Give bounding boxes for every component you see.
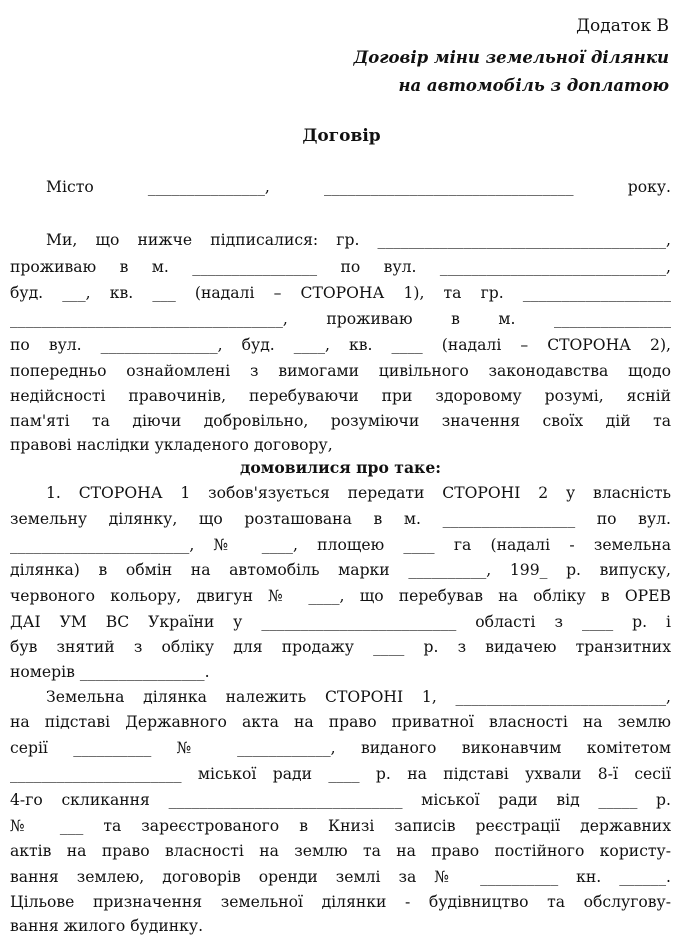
text-line: попередньо ознайомлені з вимогами цивільного законодавства щодо	[10, 362, 671, 380]
city-date-line: Місто _______________, ________________________________ року.	[46, 178, 671, 196]
text-line: ___________________________________, проживаю в м. _______________	[10, 310, 671, 328]
paragraph-line: Земельна ділянка належить СТОРОНІ 1, ___________________________,	[46, 688, 671, 706]
text-line: пам'яті та діючи добровільно, розуміючи значення своїх дій та	[10, 412, 671, 430]
text-line: проживаю в м. ________________ по вул. _____________________________,	[10, 258, 671, 276]
text-line: був знятий з обліку для продажу ____ р. з видачею транзитних	[10, 638, 671, 656]
appendix-label: Додаток В	[576, 16, 669, 36]
text-line: 4-го скликання ______________________________ міської ради від _____ р.	[10, 791, 671, 809]
document-subtitle-line-2: на автомобіль з доплатою	[398, 76, 669, 95]
text-line: земельну ділянку, що розташована в м. _________________ по вул.	[10, 510, 671, 528]
text-line: червоного кольору, двигун № ____, що перебував на обліку в ОРЕВ	[10, 587, 671, 605]
text-line: № ___ та зареєстрованого в Книзі записів реєстрації державних	[10, 817, 671, 835]
text-line: вання жилого будинку.	[10, 917, 204, 935]
text-line: на підставі Державного акта на право приватної власності на землю	[10, 713, 671, 731]
text-line: Ми, що нижче підписалися: гр. _____________________________________,	[46, 231, 671, 249]
clause-line: 1. СТОРОНА 1 зобов'язується передати СТОРОНІ 2 у власність	[46, 484, 671, 502]
text-line: вання землею, договорів оренди землі за № __________ кн. ______.	[10, 868, 671, 886]
text-line: ______________________ міської ради ____ р. на підставі ухвали 8-ї сесії	[10, 765, 671, 783]
text-line: буд. ___, кв. ___ (надалі – СТОРОНА 1), та гр. ___________________	[10, 284, 671, 302]
text-line: серії __________ № ____________, виданого виконавчим комітетом	[10, 739, 671, 757]
page-title: Договір	[302, 126, 381, 146]
text-line: по вул. _______________, буд. ____, кв. ____ (надалі – СТОРОНА 2),	[10, 336, 671, 354]
text-line: актів на право власності на землю та на право постійного користу-	[10, 842, 671, 860]
text-line: ДАІ УМ ВС України у _________________________ області з ____ р. і	[10, 613, 671, 631]
text-line: недійсності правочинів, перебуваючи при здоровому розумі, ясній	[10, 387, 671, 405]
text-line: _______________________, № ____, площею ____ га (надалі - земельна	[10, 536, 671, 554]
text-line: номерів ________________.	[10, 663, 210, 681]
text-line: Цільове призначення земельної ділянки - будівництво та обслугову-	[10, 893, 671, 911]
section-heading: домовилися про таке:	[240, 458, 441, 477]
text-line: правові наслідки укладеного договору,	[10, 436, 333, 454]
document-subtitle-line-1: Договір міни земельної ділянки	[353, 48, 669, 67]
text-line: ділянка) в обмін на автомобіль марки __________, 199_ р. випуску,	[10, 561, 671, 579]
